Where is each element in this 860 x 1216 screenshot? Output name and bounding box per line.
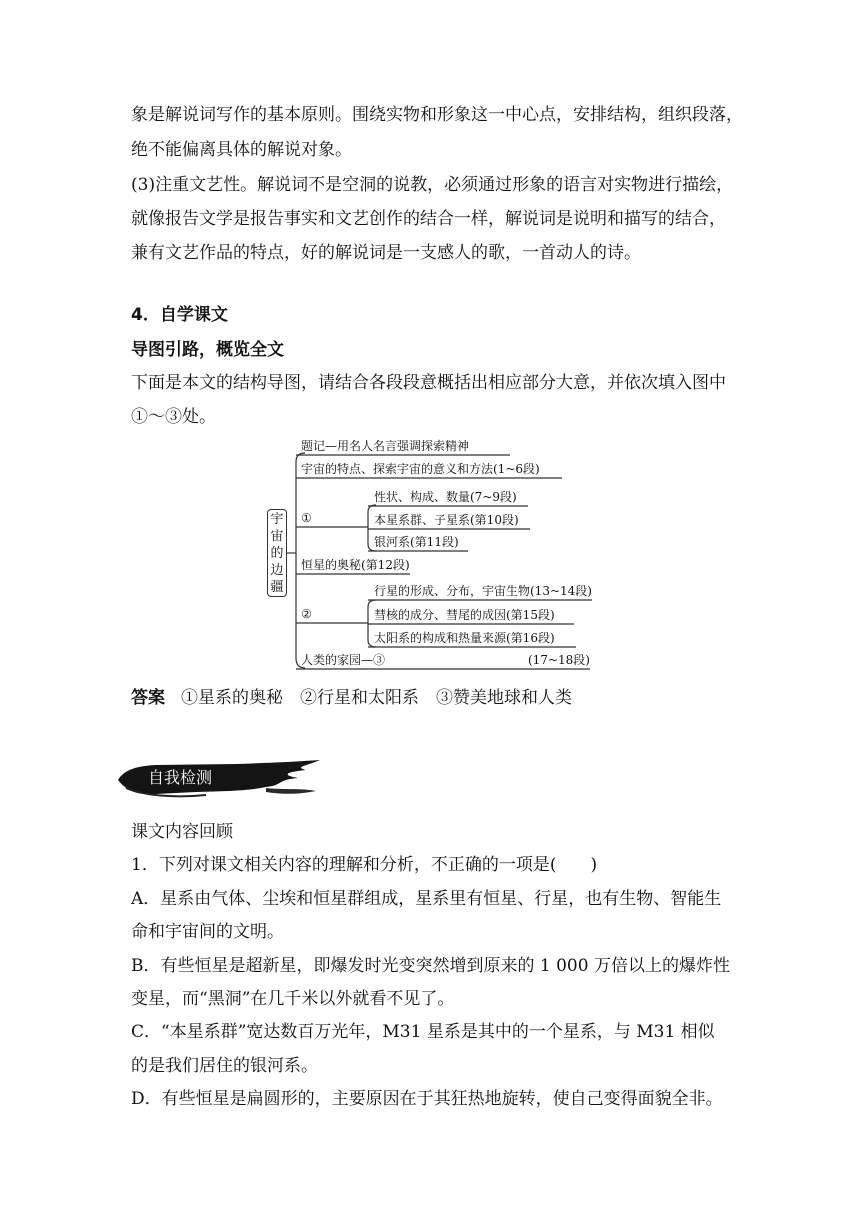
mindmap-subnode: 太阳系的构成和热量来源(第16段)	[374, 631, 555, 645]
answer-line	[131, 687, 572, 709]
answer-label: 答案	[131, 688, 165, 708]
mindmap-root-char: 疆	[270, 580, 284, 595]
mindmap-subnode: 银河系(第11段)	[374, 535, 459, 549]
section-subheading: 导图引路，概览全文	[131, 340, 284, 360]
answer-text: ①星系的奥秘 ②行星和太阳系 ③赞美地球和人类	[181, 688, 572, 708]
option-a-cont: 命和宇宙间的文明。	[131, 922, 284, 942]
mindmap-subnode: 彗核的成分、彗尾的成因(第15段)	[374, 608, 555, 622]
option-a: A．星系由气体、尘埃和恒星群组成，星系里有恒星、行星，也有生物、智能生	[131, 889, 722, 909]
mindmap-node: 恒星的奥秘(第12段)	[301, 558, 410, 572]
question-stem: 1．下列对课文相关内容的理解和分析，不正确的一项是( )	[131, 855, 598, 875]
paragraph-line: 兼有文艺作品的特点，好的解说词是一支感人的歌，一首动人的诗。	[131, 243, 641, 263]
option-d: D．有些恒星是扁圆形的，主要原因在于其狂热地旋转，使自己变得面貌全非。	[131, 1089, 723, 1109]
paragraph-line: (3)注重文艺性。解说词不是空洞的说教，必须通过形象的语言对实物进行描绘，	[131, 175, 734, 195]
instruction-line: 下面是本文的结构导图，请结合各段段意概括出相应部分大意，并依次填入图中	[131, 373, 726, 393]
mindmap-root-char: 的	[270, 546, 284, 561]
paragraph-line: 象是解说词写作的基本原则。围绕实物和形象这一中心点，安排结构，组织段落，	[131, 105, 743, 125]
mindmap-node: 宇宙的特点、探索宇宙的意义和方法(1~6段)	[301, 462, 540, 476]
option-b-cont: 变星，而“黑洞”在几千米以外就看不见了。	[131, 989, 455, 1009]
mindmap-root-char: 宙	[270, 529, 284, 544]
self-test-banner-brush	[116, 758, 321, 800]
mindmap-node-range: (17~18段)	[528, 653, 590, 667]
option-c: C．“本星系群”宽达数百万光年，M31 星系是其中的一个星系，与 M31 相似	[131, 1022, 715, 1042]
mindmap-node-blank-1: ①	[301, 511, 312, 525]
mindmap-node-blank-3: 人类的家园—③	[301, 653, 386, 667]
mindmap-subnode: 性状、构成、数量(7~9段)	[374, 490, 517, 504]
option-c-cont: 的是我们居住的银河系。	[131, 1056, 318, 1076]
section-heading: 4．自学课文	[131, 305, 228, 325]
option-b: B．有些恒星是超新星，即爆发时光变突然增到原来的 1 000 万倍以上的爆炸性	[131, 956, 730, 976]
mindmap-subnode: 行星的形成、分布，宇宙生物(13~14段)	[374, 584, 592, 598]
self-test-subheading: 课文内容回顾	[131, 822, 233, 842]
paragraph-line: 就像报告文学是报告事实和文艺创作的结合一样，解说词是说明和描写的结合，	[131, 209, 726, 229]
mindmap-subnode: 本星系群、子星系(第10段)	[374, 513, 519, 527]
mindmap-root	[267, 509, 287, 597]
paragraph-line: 绝不能偏离具体的解说对象。	[131, 140, 352, 160]
mindmap-root-char: 边	[270, 563, 284, 578]
self-test-banner-label: 自我检测	[148, 768, 213, 787]
mindmap-node: 题记—用名人名言强调探索精神	[301, 439, 470, 453]
instruction-line: ①～③处。	[131, 407, 216, 427]
mindmap-root-char: 宇	[270, 512, 284, 527]
mindmap-node-blank-2: ②	[301, 607, 312, 621]
